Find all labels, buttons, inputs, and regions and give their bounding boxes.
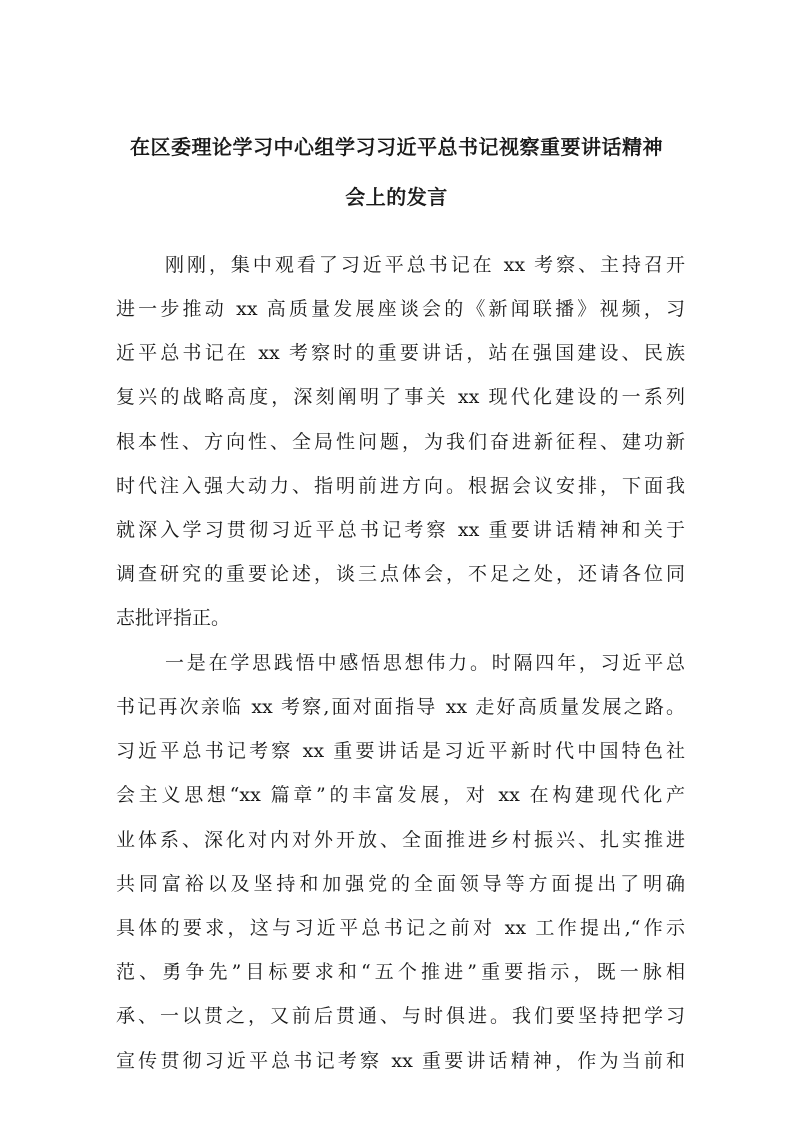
- paragraph-line: 刚刚，集中观看了习近平总书记在 xx 考察、主持召开: [165, 254, 685, 276]
- paragraph-line: 近平总书记在 xx 考察时的重要讲话，站在强国建设、民族: [116, 342, 685, 364]
- title-line-2: 会上的发言: [345, 185, 448, 209]
- paragraph-line: 共同富裕以及坚持和加强党的全面领导等方面提出了明确: [116, 873, 685, 895]
- title-line-1: 在区委理论学习中心组学习习近平总书记视察重要讲话精神: [130, 135, 663, 159]
- paragraph-line: 习近平总书记考察 xx 重要讲话是习近平新时代中国特色社: [116, 740, 685, 762]
- paragraph-line: 进一步推动 xx 高质量发展座谈会的《新闻联播》视频，习: [116, 298, 685, 320]
- paragraph-line: 根本性、方向性、全局性问题，为我们奋进新征程、建功新: [116, 431, 685, 453]
- paragraph-line: 宣传贯彻习近平总书记考察 xx 重要讲话精神，作为当前和: [116, 1050, 685, 1072]
- paragraph-line: 承、一以贯之，又前后贯通、与时俱进。我们要坚持把学习: [116, 1005, 685, 1027]
- paragraph-line: 范、勇争先”目标要求和“五个推进”重要指示，既一脉相: [116, 961, 685, 983]
- paragraph-line: 志批评指正。: [116, 607, 231, 629]
- paragraph-line: 调查研究的重要论述，谈三点体会，不足之处，还请各位同: [116, 563, 685, 585]
- paragraph-line: 具体的要求，这与习近平总书记之前对 xx 工作提出,“作示: [116, 917, 685, 939]
- paragraph-line: 业体系、深化对内对外开放、全面推进乡村振兴、扎实推进: [116, 829, 685, 851]
- paragraph-line: 就深入学习贯彻习近平总书记考察 xx 重要讲话精神和关于: [116, 519, 685, 541]
- paragraph-line: 会主义思想“xx 篇章”的丰富发展，对 xx 在构建现代化产: [116, 784, 685, 806]
- paragraph-line: 复兴的战略高度，深刻阐明了事关 xx 现代化建设的一系列: [116, 386, 685, 408]
- paragraph-line: 书记再次亲临 xx 考察,面对面指导 xx 走好高质量发展之路。: [116, 696, 685, 718]
- paragraph-line: 时代注入强大动力、指明前进方向。根据会议安排，下面我: [116, 475, 685, 497]
- paragraph-line: 一是在学思践悟中感悟思想伟力。时隔四年，习近平总: [165, 652, 685, 674]
